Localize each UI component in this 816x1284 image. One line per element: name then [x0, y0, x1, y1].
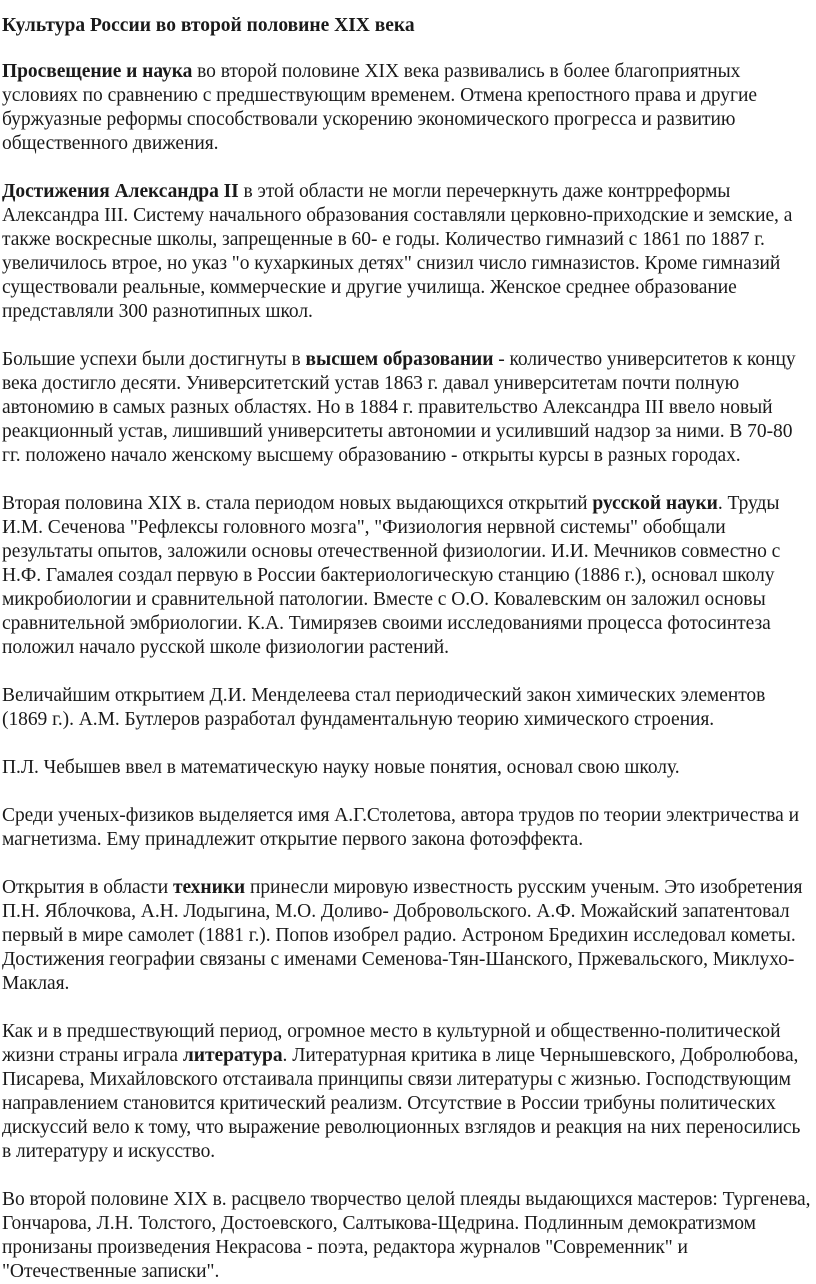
paragraph-alexander-achievements: Достижения Александра II в этой области не могли перечеркнуть даже контрреформы Александра III. Систему начального образования составляли церковно-приходские и земские, а также воскресные школы, запрещенные в 60- е годы. Количество гимназий с 1861 по 1887 г. увеличилось втрое, но указ "о кухаркиных детях" снизил число гимназистов. Кроме гимназий существовали реальные, коммерческие и другие училища. Женское среднее образование представляли 300 разнотипных школ.	[2, 181, 793, 322]
bold-term: техники	[172, 877, 246, 898]
paragraph-stoletov: Среди ученых-физиков выделяется имя А.Г.Столетова, автора трудов по теории электричества и магнетизма. Ему принадлежит открытие первого закона фотоэффекта.	[2, 805, 799, 850]
bold-term: высшем образовании	[305, 349, 494, 370]
paragraph-chebyshev: П.Л. Чебышев ввел в математическую науку новые понятия, основал свою школу.	[2, 757, 680, 778]
bold-term: литература	[182, 1045, 283, 1066]
paragraph-education: Просвещение и наука во второй половине XIX века развивались в более благоприятных условиях по сравнению с предшествующим временем. Отмена крепостного права и другие буржуазные реформы способствовали ускорению экономического прогресса и развитию общественного движения.	[2, 61, 757, 154]
paragraph-higher-education: Большие успехи были достигнуты в высшем образовании - количество университетов к концу века достигло десяти. Университетский устав 1863 г. давал университетам почти полную автономию в самых разных областях. Но в 1884 г. правительство Александра III ввело новый реакционный устав, лишивший университеты автономии и усиливший надзор за ними. В 70-80 гг. положено начало женскому высшему образованию - открыты курсы в разных городах.	[2, 349, 796, 466]
document-title: Культура России во второй половине XIX века	[2, 15, 415, 36]
paragraph-technology: Открытия в области техники принесли мировую известность русским ученым. Это изобретения П.Н. Яблочкова, А.Н. Лодыгина, М.О. Доливо- Добровольского. А.Ф. Можайский запатентовал первый в мире самолет (1881 г.). Попов изобрел радио. Астроном Бредихин исследовал кометы. Достижения географии связаны с именами Семенова-Тян-Шанского, Пржевальского, Миклухо-Маклая.	[2, 877, 803, 994]
paragraph-literature: Как и в предшествующий период, огромное место в культурной и общественно-политической жизни страны играла литература. Литературная критика в лице Чернышевского, Добролюбова, Писарева, Михайловского отстаивала принципы связи литературы с жизнью. Господствующим направлением становится критический реализм. Отсутствие в России трибуны политических дискуссий вело к тому, что выражение революционных взглядов и реакция на них переносились в литературу и искусство.	[2, 1021, 801, 1162]
bold-term: Просвещение и наука	[2, 61, 193, 82]
paragraph-russian-science: Вторая половина XIX в. стала периодом новых выдающихся открытий русской науки. Труды И.М. Сеченова "Рефлексы головного мозга", "Физиология нервной системы" обобщали результаты опытов, заложили основы отечественной физиологии. И.И. Мечников совместно с Н.Ф. Гамалея создал первую в России бактериологическую станцию (1886 г.), основал школу микробиологии и сравнительной патологии. Вместе с О.О. Ковалевским он заложил основы сравнительной эмбриологии. К.А. Тимирязев своими исследованиями процесса фотосинтеза положил начало русской школе физиологии растений.	[2, 493, 781, 658]
paragraph-mendeleev: Величайшим открытием Д.И. Менделеева стал периодический закон химических элементов (1869 г.). А.М. Бутлеров разработал фундаментальную теорию химического строения.	[2, 685, 766, 730]
bold-term: русской науки	[592, 493, 718, 514]
paragraph-masters: Во второй половине XIX в. расцвело творчество целой плеяды выдающихся мастеров: Тургенева, Гончарова, Л.Н. Толстого, Достоевского, Салтыкова-Щедрина. Подлинным демократизмом пронизаны произведения Некрасова - поэта, редактора журналов "Современник" и "Отечественные записки".	[2, 1189, 811, 1282]
bold-term: Достижения Александра II	[2, 181, 239, 202]
